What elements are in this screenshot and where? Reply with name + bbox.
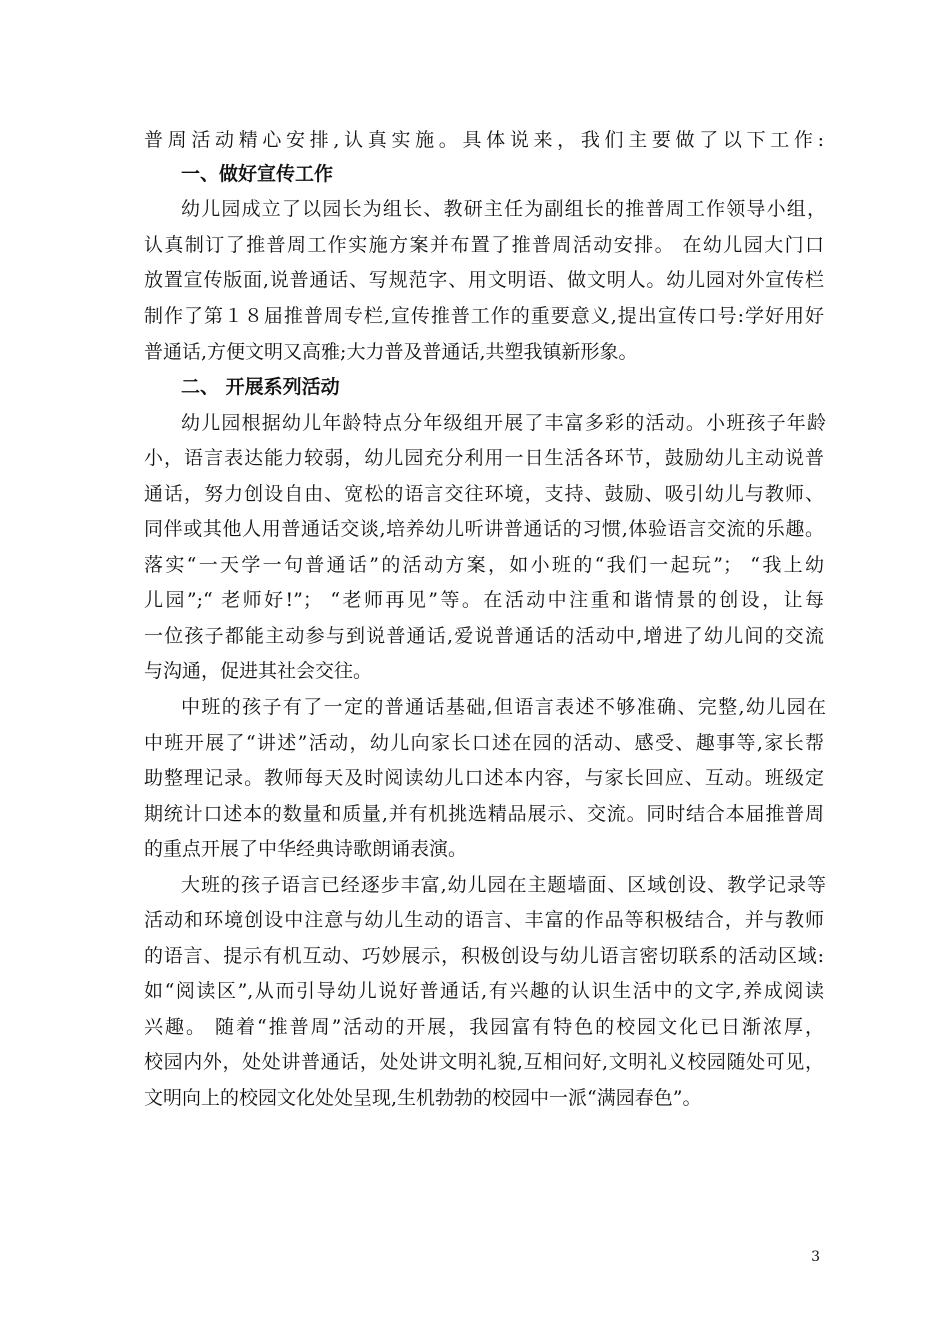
paragraph-line: 儿园”;“ 老师好!”； “老师再见”等。在活动中注重和谐情景的创设，让每 (144, 589, 824, 611)
paragraph-line: 与沟通，促进其社会交往。 (144, 660, 373, 682)
paragraph-line: 中班的孩子有了一定的普通话基础,但语言表述不够准确、完整,幼儿园在 (181, 696, 826, 718)
paragraph-line: 同伴或其他人用普通话交谈,培养幼儿听讲普通话的习惯,体验语言交流的乐趣。 (144, 518, 824, 540)
paragraph-line: 助整理记录。教师每天及时阅读幼儿口述本内容，与家长回应、互动。班级定 (144, 767, 824, 789)
paragraph-line: 期统计口述本的数量和质量,并有机挑选精品展示、交流。同时结合本届推普周 (144, 803, 824, 825)
paragraph-line: 活动和环境创设中注意与幼儿生动的语言、丰富的作品等积极结合，并与教师 (144, 909, 824, 931)
page-number: 3 (811, 1249, 820, 1265)
paragraph-line: 一位孩子都能主动参与到说普通话,爱说普通话的活动中,增进了幼儿间的交流 (144, 625, 824, 647)
paragraph-line: 放置宣传版面,说普通话、写规范字、用文明语、做文明人。幼儿园对外宣传栏 (144, 269, 824, 291)
paragraph-line: 认真制订了推普周工作实施方案并布置了推普周活动安排。 在幼儿园大门口 (144, 234, 824, 256)
section-heading: 一、做好宣传工作 (181, 163, 334, 185)
paragraph-line: 如“阅读区”,从而引导幼儿说好普通话,有兴趣的认识生活中的文字,养成阅读 (144, 980, 824, 1002)
paragraph-line: 落实“一天学一句普通话”的活动方案，如小班的“我们一起玩”； “我上幼 (144, 554, 824, 576)
paragraph-line: 制作了第１８届推普周专栏,宣传推普工作的重要意义,提出宣传口号:学好用好 (144, 305, 824, 327)
paragraph-line: 中班开展了“讲述”活动，幼儿向家长口述在园的活动、感受、趣事等,家长帮 (144, 732, 824, 754)
paragraph-line: 大班的孩子语言已经逐步丰富,幼儿园在主题墙面、区域创设、教学记录等 (181, 874, 826, 896)
paragraph-line: 校园内外，处处讲普通话，处处讲文明礼貌,互相问好,文明礼义校园随处可见， (144, 1051, 824, 1073)
paragraph-line: 兴趣。 随着“推普周”活动的开展，我园富有特色的校园文化已日渐浓厚， (144, 1016, 824, 1038)
paragraph-line: 普通话,方便文明又高雅;大力普及普通话,共塑我镇新形象。 (144, 341, 638, 363)
paragraph-line: 普周活动精心安排,认真实施。具体说来，我们主要做了以下工作: (144, 129, 824, 151)
paragraph-line: 通话，努力创设自由、宽松的语言交往环境，支持、鼓励、吸引幼儿与教师、 (144, 483, 824, 505)
section-heading: 二、 开展系列活动 (181, 376, 340, 398)
paragraph-line: 幼儿园根据幼儿年龄特点分年级组开展了丰富多彩的活动。小班孩子年龄 (181, 412, 826, 434)
paragraph-line: 文明向上的校园文化处处呈现,生机勃勃的校园中一派“满园春色”。 (144, 1087, 702, 1109)
paragraph-line: 幼儿园成立了以园长为组长、教研主任为副组长的推普周工作领导小组， (181, 198, 826, 220)
paragraph-line: 的重点开展了中华经典诗歌朗诵表演。 (144, 838, 468, 860)
paragraph-line: 的语言、提示有机互动、巧妙展示，积极创设与幼儿语言密切联系的活动区域: (144, 945, 824, 967)
paragraph-line: 小，语言表达能力较弱，幼儿园充分利用一日生活各环节，鼓励幼儿主动说普 (144, 447, 824, 469)
